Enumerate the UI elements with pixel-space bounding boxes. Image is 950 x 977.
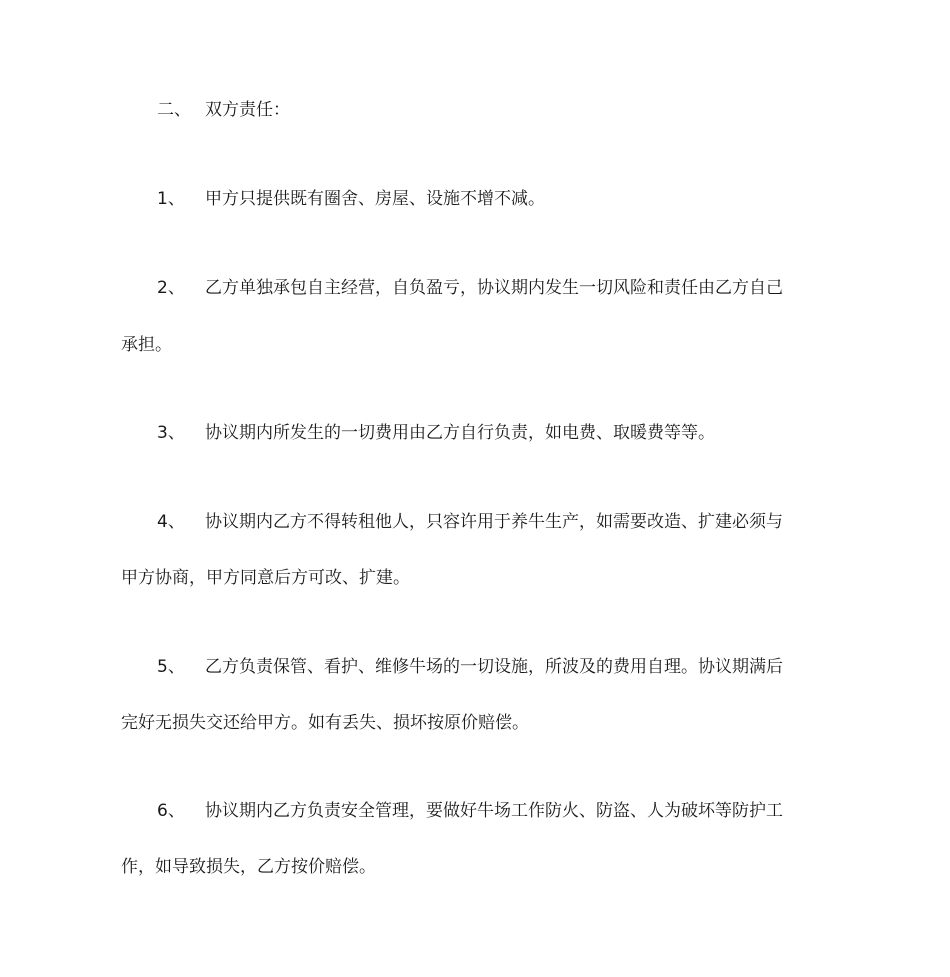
clause-text-line: 协议期内所发生的一切费用由乙方自行负责，如电费、取暖费等等。: [205, 423, 715, 443]
clause-text-line: 乙方负责保管、看护、维修牛场的一切设施，所波及的费用自理。协议期满后: [205, 657, 783, 677]
clause-number: 3、: [157, 423, 185, 443]
section-number: 二、: [157, 100, 191, 120]
clause-text-line: 乙方单独承包自主经营，自负盈亏，协议期内发生一切风险和责任由乙方自己: [205, 278, 783, 298]
clause-number: 5、: [157, 657, 185, 677]
clause-text-line: 作，如导致损失，乙方按价赔偿。: [121, 857, 376, 877]
clause-text-line: 完好无损失交还给甲方。如有丢失、损坏按原价赔偿。: [121, 713, 529, 733]
clause-text-line: 甲方只提供既有圈舍、房屋、设施不增不减。: [205, 189, 545, 209]
clause-text-line: 甲方协商，甲方同意后方可改、扩建。: [121, 568, 410, 588]
clause-text-line: 协议期内乙方负责安全管理，要做好牛场工作防火、防盗、人为破坏等防护工: [205, 801, 783, 821]
clause-text-line: 承担。: [121, 335, 172, 355]
clause-text-line: 协议期内乙方不得转租他人，只容许用于养牛生产，如需要改造、扩建必须与: [205, 512, 783, 532]
clause-number: 2、: [157, 278, 185, 298]
clause-number: 4、: [157, 512, 185, 532]
clause-number: 1、: [157, 189, 185, 209]
section-title: 双方责任：: [205, 100, 290, 120]
clause-number: 6、: [157, 801, 185, 821]
